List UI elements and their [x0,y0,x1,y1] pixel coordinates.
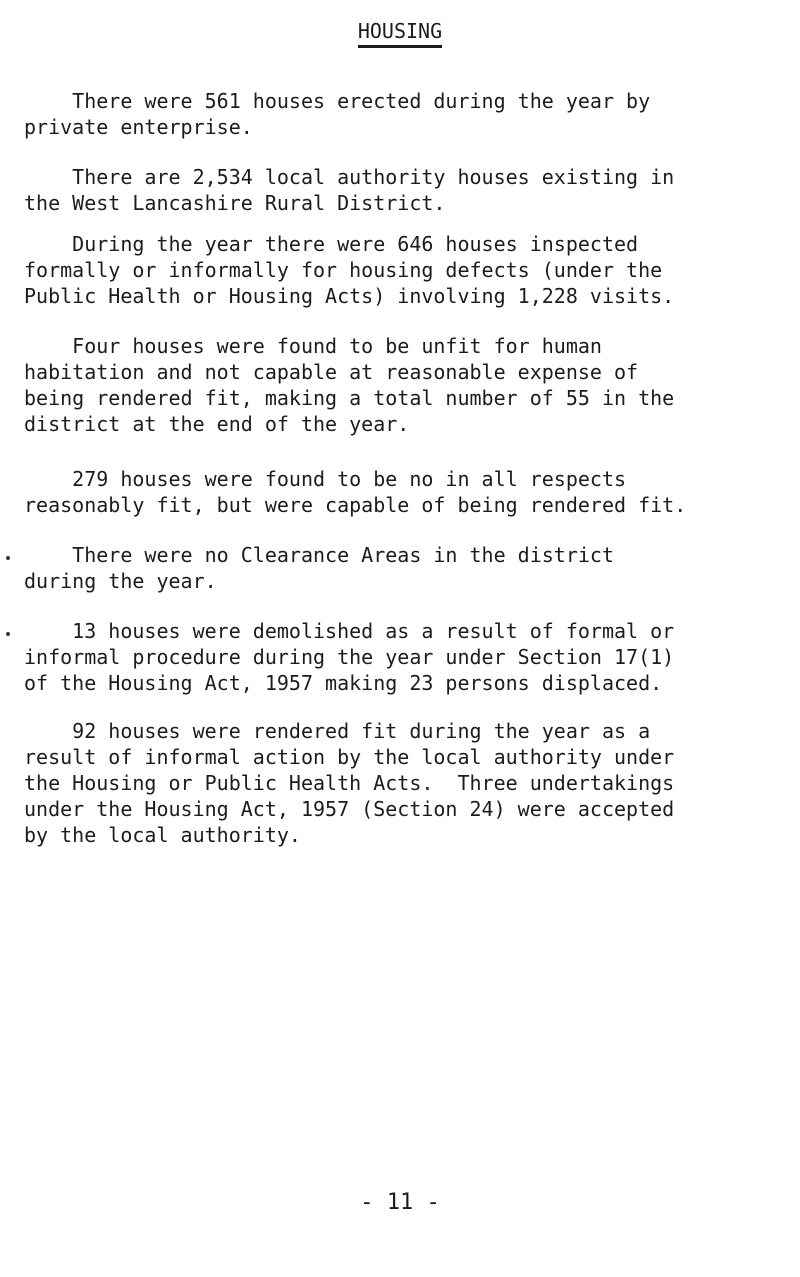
scan-speck [6,632,10,636]
paragraph-rendered-fit: 92 houses were rendered fit during the year as a result of informal action by the local authority under the Housing or Public Health Acts. Three undertakings under the Housing Act, 1957 (Section 24) were accepted by the local authority. [24,719,675,847]
page-title-text: HOUSING [358,18,442,48]
paragraph-local-authority-houses: There are 2,534 local authority houses existing in the West Lancashire Rural District. [24,165,675,215]
paragraph-demolished: 13 houses were demolished as a result of formal or informal procedure during the year under Section 17(1) of the Housing Act, 1957 making 23 persons displaced. [24,619,675,695]
page-title [0,18,800,48]
paragraph-reasonably-fit: 279 houses were found to be no in all respects reasonably fit, but were capable of being rendered fit. [24,467,687,517]
scan-speck [6,556,10,560]
paragraph-houses-erected: There were 561 houses erected during the year by private enterprise. [24,89,651,139]
paragraph-unfit-houses: Four houses were found to be unfit for human habitation and not capable at reasonable expense of being rendered fit, making a total number of 55 in the district at the end of the year. [24,334,675,436]
paragraph-inspections: During the year there were 646 houses inspected formally or informally for housing defects (under the Public Health or Housing Acts) involving 1,228 visits. [24,232,675,308]
paragraph-clearance-areas: There were no Clearance Areas in the district during the year. [24,543,615,593]
page-number: - 11 - [360,1190,440,1215]
